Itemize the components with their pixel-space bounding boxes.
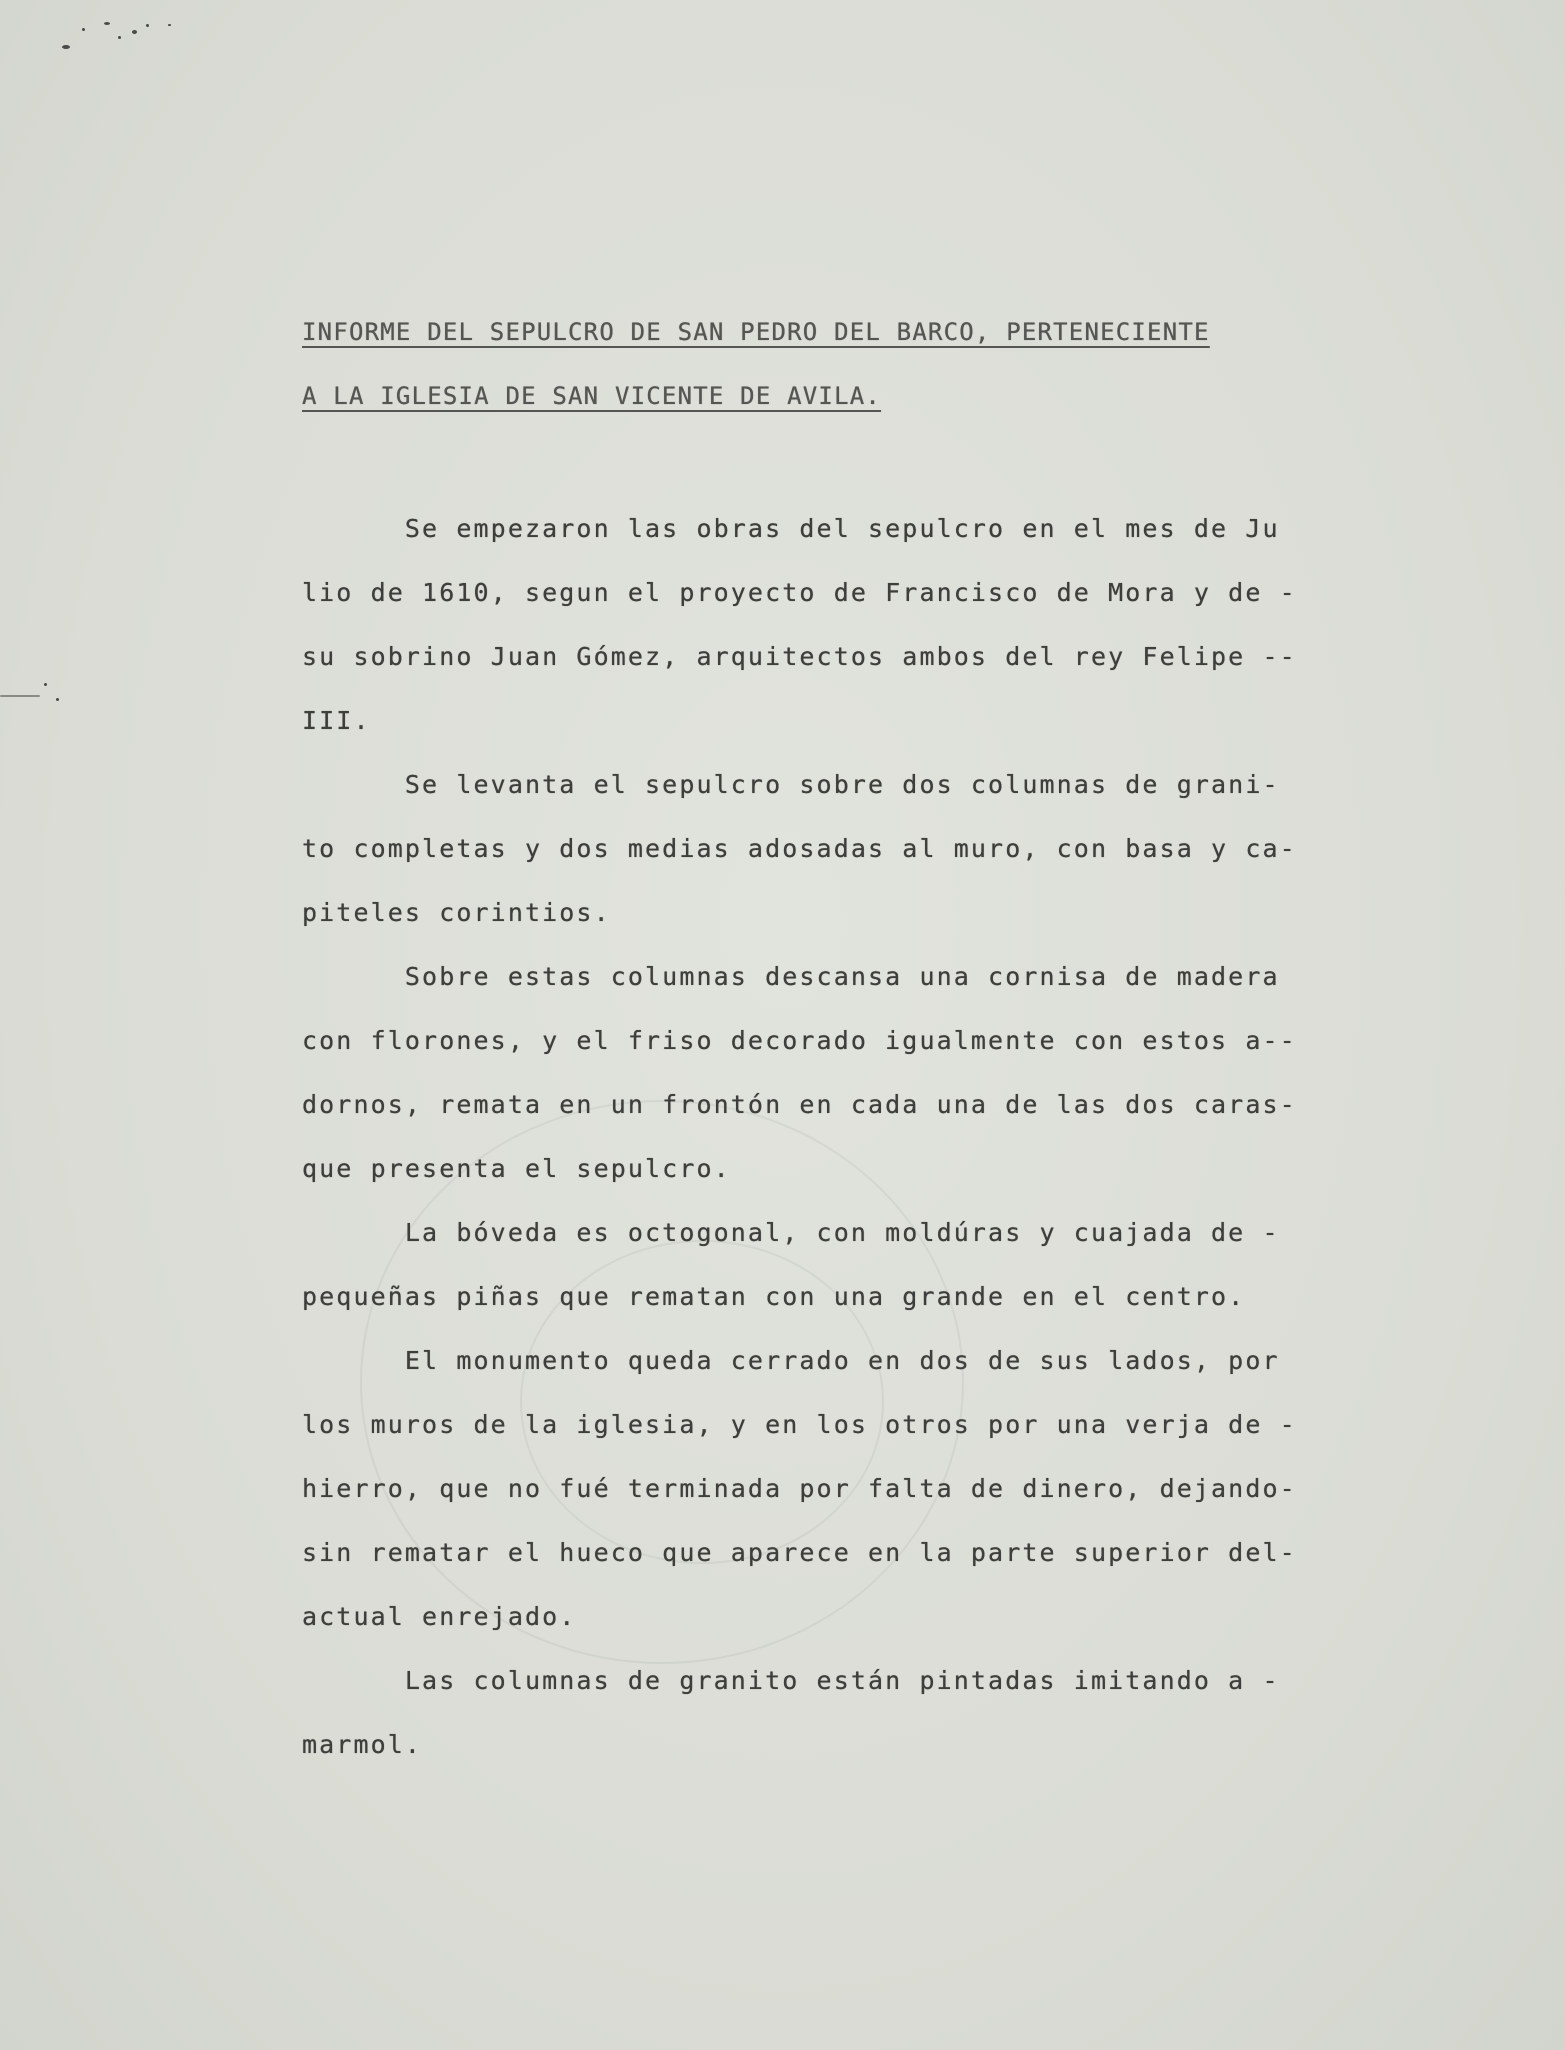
body-line: que presenta el sepulcro. (302, 1154, 731, 1183)
body-line: La bóveda es octogonal, con moldúras y cuajada de - (302, 1218, 1280, 1247)
body-line: Las columnas de granito están pintadas imitando a - (302, 1666, 1280, 1695)
body-line: hierro, que no fué terminada por falta de dinero, dejando- (302, 1474, 1297, 1503)
paper-speck (118, 36, 121, 39)
document-title-line-2: A LA IGLESIA DE SAN VICENTE DE AVILA. (302, 382, 882, 410)
body-line: Se empezaron las obras del sepulcro en el mes de Ju (302, 514, 1280, 543)
paper-speck (62, 45, 70, 49)
body-line: Sobre estas columnas descansa una cornisa de madera (302, 962, 1280, 991)
paper-speck (44, 683, 47, 686)
body-line: marmol. (302, 1730, 423, 1759)
paper-speck (0, 695, 40, 697)
body-line: los muros de la iglesia, y en los otros por una verja de - (302, 1410, 1297, 1439)
paper-speck (56, 698, 59, 701)
body-line: pequeñas piñas que rematan con una grande en el centro. (302, 1282, 1246, 1311)
body-line: actual enrejado. (302, 1602, 577, 1631)
body-line: lio de 1610, segun el proyecto de Francisco de Mora y de - (302, 578, 1297, 607)
body-line: III. (302, 706, 371, 735)
body-line: El monumento queda cerrado en dos de sus lados, por (302, 1346, 1280, 1375)
paper-speck (168, 24, 171, 26)
body-line: con florones, y el friso decorado igualmente con estos a-- (302, 1026, 1297, 1055)
body-line: Se levanta el sepulcro sobre dos columnas de grani- (302, 770, 1280, 799)
body-line: su sobrino Juan Gómez, arquitectos ambos del rey Felipe -- (302, 642, 1297, 671)
paper-speck (82, 28, 85, 31)
document-title-line-1: INFORME DEL SEPULCRO DE SAN PEDRO DEL BARCO, PERTENECIENTE (302, 318, 1210, 346)
body-line: dornos, remata en un frontón en cada una de las dos caras- (302, 1090, 1297, 1119)
paper-speck (132, 30, 137, 34)
body-line: piteles corintios. (302, 898, 611, 927)
body-line: sin rematar el hueco que aparece en la parte superior del- (302, 1538, 1297, 1567)
paper-speck (146, 24, 149, 27)
paper-speck (104, 22, 110, 25)
body-line: to completas y dos medias adosadas al muro, con basa y ca- (302, 834, 1297, 863)
